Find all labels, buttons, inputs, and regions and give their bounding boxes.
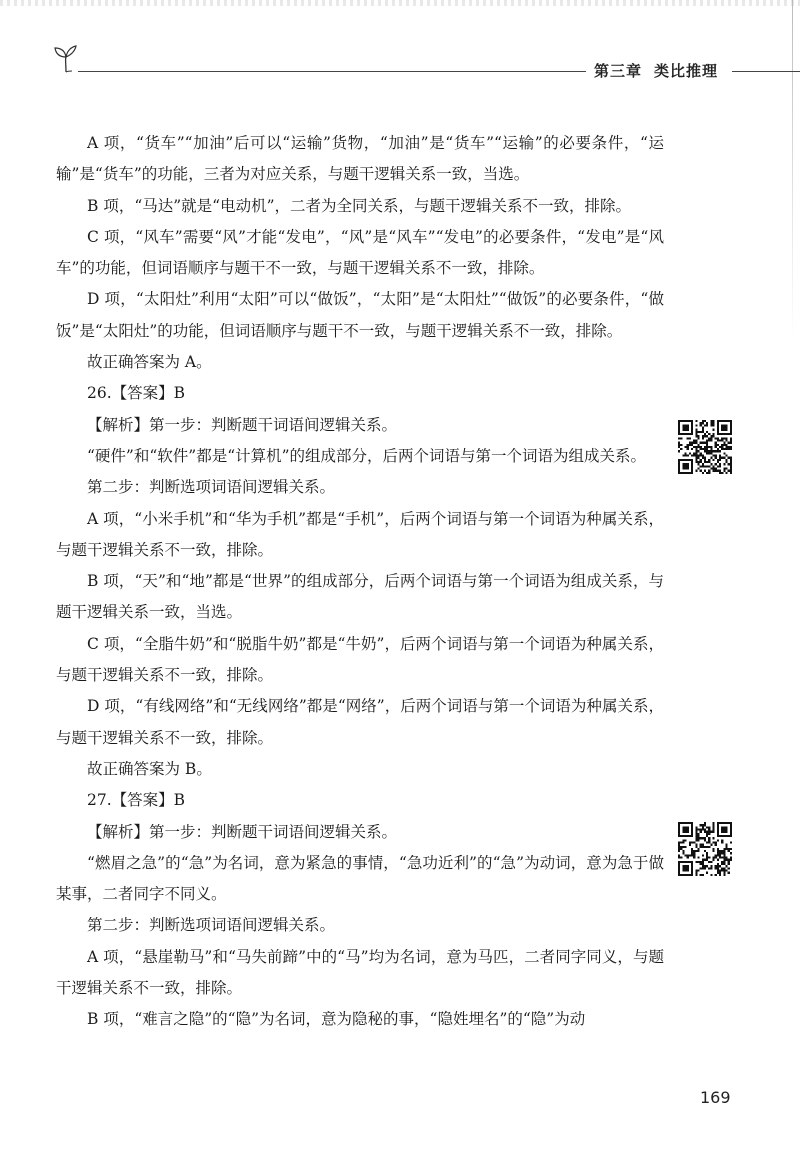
- paragraph: 第二步：判断选项词语间逻辑关系。: [87, 916, 336, 935]
- paragraph: 【解析】第一步：判断题干词语间逻辑关系。: [87, 415, 398, 434]
- qr-code-icon[interactable]: [678, 822, 732, 876]
- chapter-number: 第三章: [594, 62, 643, 80]
- paragraph: “硬件”和“软件”都是“计算机”的组成部分，后两个词语与第一个词语为组成关系。: [87, 446, 647, 465]
- answer-heading: 27.【答案】B: [87, 791, 186, 810]
- paragraph: D 项，“太阳灶”利用“太阳”可以“做饭”，“太阳”是“太阳灶”“做饭”的必要条件，“做饭”是“太阳灶”的功能，但词语顺序与题干不一致，与题干逻辑关系不一致，排除。: [56, 290, 664, 340]
- section-title: 类比推理: [654, 62, 719, 80]
- paragraph: A 项，“悬崖勒马”和“马失前蹄”中的“马”均为名词，意为马匹，二者同字同义，与题干逻辑关系不一致，排除。: [56, 947, 664, 998]
- paragraph: 故正确答案为 B。: [87, 759, 212, 778]
- sprout-icon: [50, 42, 82, 74]
- answer-heading: 26.【答案】B: [87, 384, 186, 403]
- header-rule-left: [78, 71, 586, 72]
- paragraph: “燃眉之急”的“急”为名词，意为紧急的事情，“急功近利”的“急”为动词，意为急于做某事，二者同字不同义。: [56, 853, 664, 904]
- paragraph: D 项，“有线网络”和“无线网络”都是“网络”，后两个词语与第一个词语为种属关系，与题干逻辑关系不一致，排除。: [56, 697, 664, 747]
- paragraph: B 项，“马达”就是“电动机”，二者为全同关系，与题干逻辑关系不一致，排除。: [87, 196, 632, 215]
- qr-code-icon[interactable]: [678, 420, 732, 474]
- paragraph: 【解析】第一步：判断题干词语间逻辑关系。: [87, 822, 398, 841]
- page-header: [0, 0, 800, 90]
- paragraph: B 项，“难言之隐”的“隐”为名词，意为隐秘的事，“隐姓埋名”的“隐”为动: [87, 1010, 586, 1029]
- paragraph: C 项，“全脂牛奶”和“脱脂牛奶”都是“牛奶”，后两个词语与第一个词语为种属关系，与题干逻辑关系不一致，排除。: [56, 634, 664, 685]
- paragraph: A 项，“小米手机”和“华为手机”都是“手机”，后两个词语与第一个词语为种属关系，与题干逻辑关系不一致，排除。: [56, 509, 664, 559]
- header-rule-right: [732, 71, 800, 72]
- paragraph: 第二步：判断选项词语间逻辑关系。: [87, 478, 336, 497]
- paragraph: C 项，“风车”需要“风”才能“发电”，“风”是“风车”“发电”的必要条件，“发电”是“风车”的功能，但词语顺序与题干不一致，与题干逻辑关系不一致，排除。: [56, 227, 664, 278]
- chapter-title: [594, 60, 728, 81]
- page-number: 169: [700, 1088, 731, 1107]
- paragraph: 故正确答案为 A。: [87, 353, 212, 372]
- paragraph: B 项，“天”和“地”都是“世界”的组成部分，后两个词语与第一个词语为组成关系，与题干逻辑关系一致，当选。: [56, 572, 664, 622]
- paragraph: A 项，“货车”“加油”后可以“运输”货物，“加油”是“货车”“运输”的必要条件，“运输”是“货车”的功能，三者为对应关系，与题干逻辑关系一致，当选。: [56, 134, 664, 184]
- page-body: [56, 128, 664, 1036]
